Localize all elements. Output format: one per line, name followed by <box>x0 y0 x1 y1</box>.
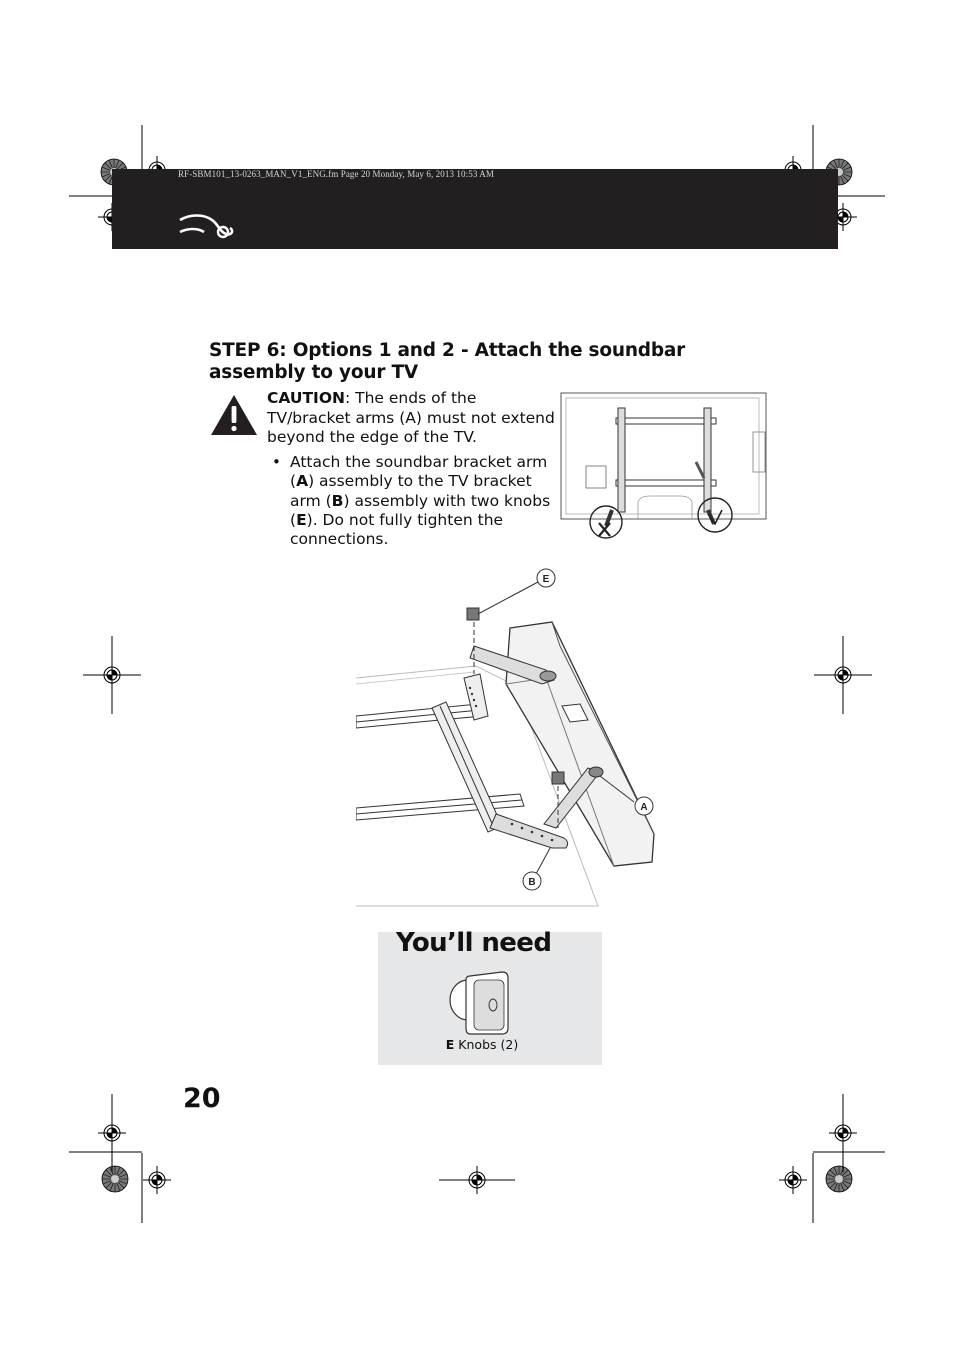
instruction-part: ) assembly to the TV bracket arm ( <box>290 472 532 510</box>
instruction-part: Attach the soundbar bracket arm ( <box>290 453 548 491</box>
instruction-part: ). Do not fully tighten the connections. <box>290 510 504 549</box>
knob-letter: E <box>445 1037 455 1052</box>
instruction-part-b: B <box>331 491 344 510</box>
file-info: RF-SBM101_13-0263_MAN_V1_ENG.fm Page 20 Monday, May 6, 2013 10:53 AM <box>178 169 494 179</box>
bullet-icon: • <box>272 453 281 471</box>
assembly-diagram <box>356 566 656 908</box>
instruction-part-a: A <box>296 472 309 491</box>
tv-back-overview-diagram <box>560 392 768 542</box>
step-title: STEP 6: Options 1 and 2 - Attach the soundbar assembly to your TV <box>209 340 686 383</box>
knob-icon <box>446 968 512 1038</box>
brand-logo-icon <box>178 206 238 246</box>
youll-need-title: You’ll need <box>396 928 552 958</box>
page-number: 20 <box>183 1083 221 1114</box>
knob-caption <box>378 1037 586 1052</box>
warning-icon <box>209 393 259 437</box>
caution-body: : The ends of the TV/bracket arms (A) must not extend beyond the edge of the TV. <box>267 389 555 446</box>
callout-b: B <box>528 877 536 888</box>
callout-a: A <box>640 802 648 813</box>
instruction-part: ) assembly with two knobs ( <box>290 491 551 529</box>
instruction-text <box>290 453 552 549</box>
caution-text <box>267 389 557 448</box>
caution-label: CAUTION <box>267 389 345 407</box>
callout-e: E <box>542 574 550 585</box>
instruction-part-e: E <box>296 510 307 529</box>
knob-text: Knobs (2) <box>454 1037 519 1052</box>
